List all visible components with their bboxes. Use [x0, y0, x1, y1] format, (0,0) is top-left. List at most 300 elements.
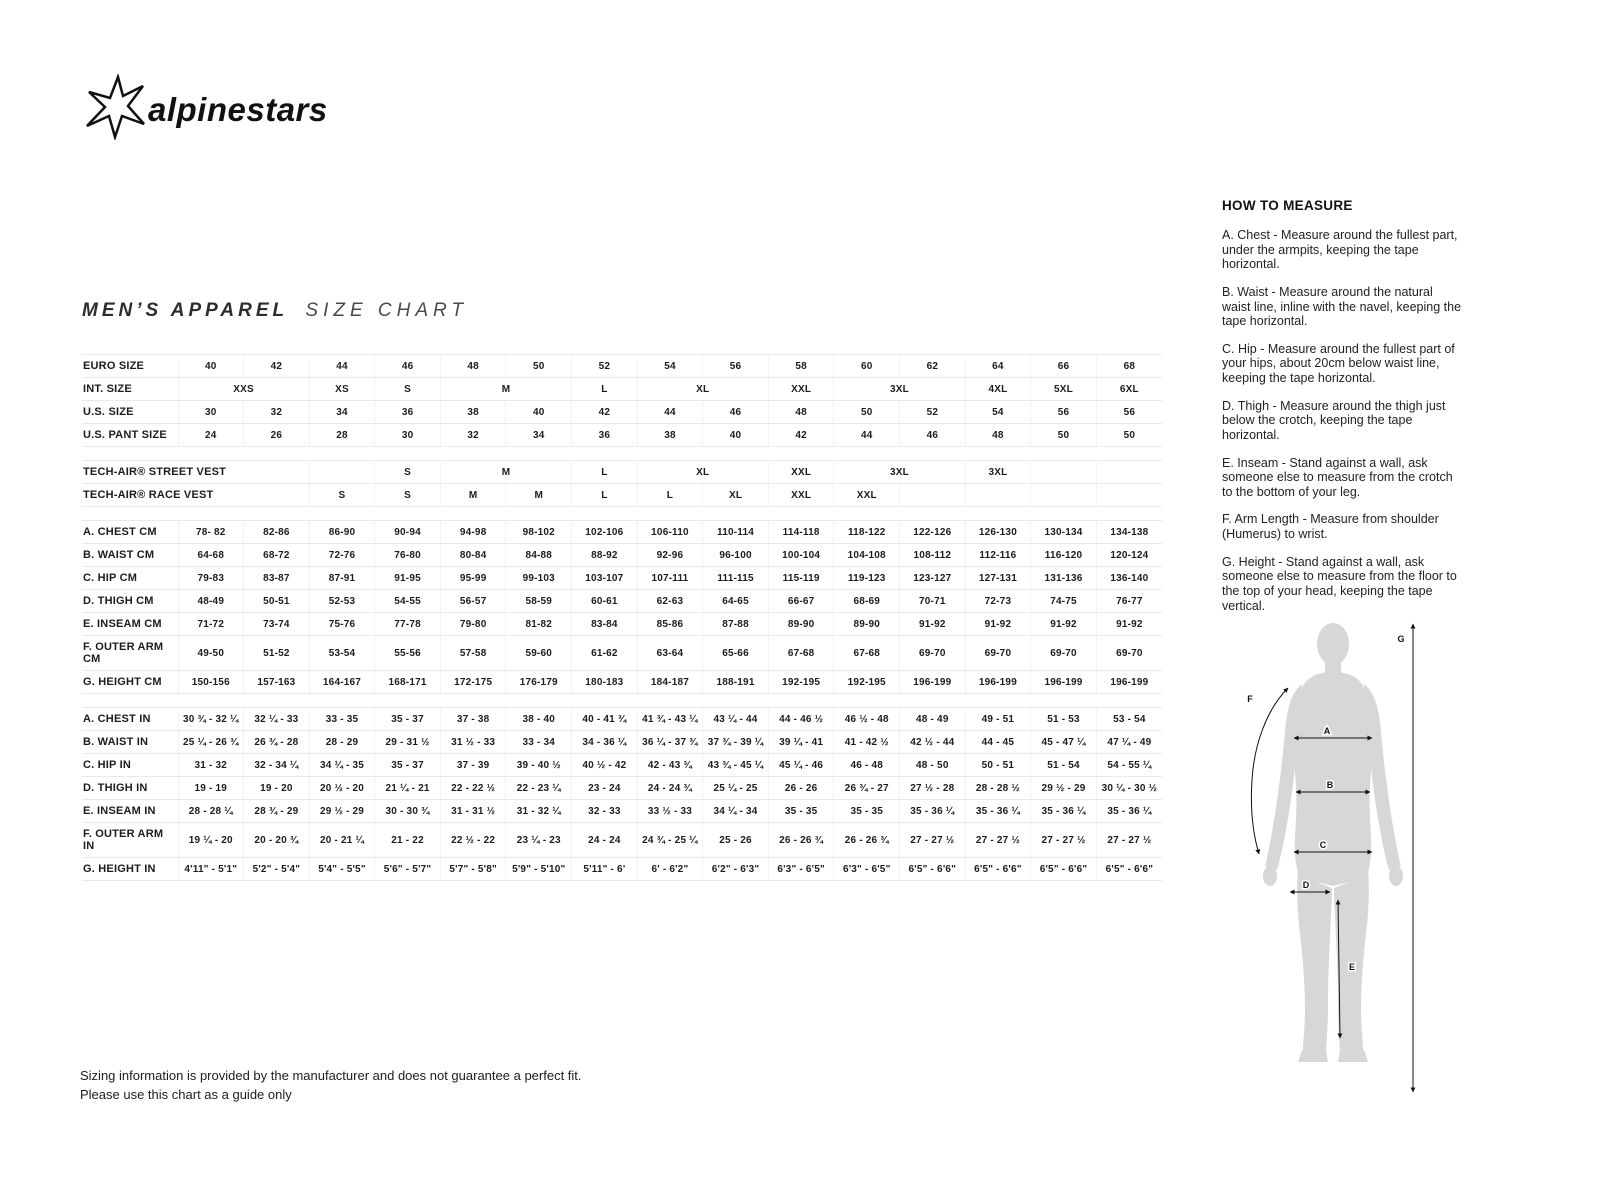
- size-cell: XXL: [834, 484, 900, 507]
- row-label: U.S. PANT SIZE: [82, 424, 178, 447]
- size-cell: 69-70: [965, 636, 1031, 671]
- size-cell: 22 ½ - 22: [440, 823, 506, 858]
- size-cell: 87-88: [703, 613, 769, 636]
- size-cell: 64-65: [703, 590, 769, 613]
- size-cell: 64: [965, 355, 1031, 378]
- size-cell: 102-106: [572, 521, 638, 544]
- size-cell: [965, 484, 1031, 507]
- label-hip: C: [1319, 840, 1327, 850]
- size-cell: 35 - 36 ¼: [900, 800, 966, 823]
- size-cell: 73-74: [244, 613, 310, 636]
- size-cell: 150-156: [178, 671, 244, 694]
- size-cell: 80-84: [440, 544, 506, 567]
- size-cell: 36: [375, 401, 441, 424]
- size-cell: 35 - 36 ¼: [1096, 800, 1162, 823]
- size-cell: 47 ¼ - 49: [1096, 731, 1162, 754]
- table-section-gap: [82, 447, 1162, 461]
- size-cell: 50: [506, 355, 572, 378]
- size-cell: 48: [965, 424, 1031, 447]
- title-main: MEN’S APPAREL: [82, 300, 289, 321]
- size-cell: 119-123: [834, 567, 900, 590]
- size-cell: 123-127: [900, 567, 966, 590]
- size-cell: 30 - 30 ¾: [375, 800, 441, 823]
- size-cell: 192-195: [768, 671, 834, 694]
- size-cell: 89-90: [834, 613, 900, 636]
- size-cell: 66: [1031, 355, 1097, 378]
- alpinestars-star-icon: [87, 77, 144, 137]
- size-cell: 50: [1031, 424, 1097, 447]
- disclaimer-line-1: Sizing information is provided by the manufacturer and does not guarantee a perfect fit.: [80, 1068, 582, 1083]
- row-label: A. CHEST CM: [82, 521, 178, 544]
- size-cell: 48 - 49: [900, 708, 966, 731]
- size-cell: 39 - 40 ½: [506, 754, 572, 777]
- size-cell: 157-163: [244, 671, 310, 694]
- label-waist: B: [1326, 780, 1334, 790]
- size-cell: 28 - 29: [309, 731, 375, 754]
- size-cell: 95-99: [440, 567, 506, 590]
- size-cell: 54 - 55 ¼: [1096, 754, 1162, 777]
- size-cell: 26 - 26 ¾: [834, 823, 900, 858]
- table-row: [82, 636, 1162, 671]
- size-cell: 82-86: [244, 521, 310, 544]
- size-cell: 46 ½ - 48: [834, 708, 900, 731]
- size-cell: 79-83: [178, 567, 244, 590]
- table-row: [82, 858, 1162, 881]
- size-cell: 52: [900, 401, 966, 424]
- size-cell: 33 - 34: [506, 731, 572, 754]
- size-cell: 53 - 54: [1096, 708, 1162, 731]
- table-row: [82, 800, 1162, 823]
- size-cell: 44: [637, 401, 703, 424]
- size-cell: 27 ½ - 28: [900, 777, 966, 800]
- size-cell: [900, 484, 966, 507]
- row-label: B. WAIST IN: [82, 731, 178, 754]
- size-cell: 3XL: [834, 378, 965, 401]
- alpinestars-logo: [84, 74, 364, 140]
- size-cell: 3XL: [834, 461, 965, 484]
- size-cell: 26 ¾ - 28: [244, 731, 310, 754]
- size-cell: L: [572, 484, 638, 507]
- size-cell: 40: [703, 424, 769, 447]
- size-cell: 35 - 35: [768, 800, 834, 823]
- size-cell: 96-100: [703, 544, 769, 567]
- page-title: [82, 300, 468, 322]
- size-cell: 6XL: [1096, 378, 1162, 401]
- size-cell: 28 - 28 ¼: [178, 800, 244, 823]
- size-cell: 62-63: [637, 590, 703, 613]
- size-cell: 30: [375, 424, 441, 447]
- size-cell: 34: [506, 424, 572, 447]
- size-cell: 6' - 6'2": [637, 858, 703, 881]
- size-cell: 58: [768, 355, 834, 378]
- size-cell: 31 - 32: [178, 754, 244, 777]
- body-measurement-diagram: [1232, 614, 1422, 1099]
- size-cell: 89-90: [768, 613, 834, 636]
- size-cell: 103-107: [572, 567, 638, 590]
- label-chest: A: [1323, 726, 1331, 736]
- table-row: [82, 355, 1162, 378]
- size-cell: 74-75: [1031, 590, 1097, 613]
- size-cell: 27 - 27 ½: [965, 823, 1031, 858]
- size-cell: 56: [703, 355, 769, 378]
- size-cell: 67-68: [768, 636, 834, 671]
- size-cell: 53-54: [309, 636, 375, 671]
- row-label: TECH-AIR® STREET VEST: [82, 461, 309, 484]
- row-label: D. THIGH IN: [82, 777, 178, 800]
- size-cell: 48 - 50: [900, 754, 966, 777]
- size-cell: 35 - 36 ¼: [965, 800, 1031, 823]
- size-cell: 38: [440, 401, 506, 424]
- size-cell: 42 - 43 ¾: [637, 754, 703, 777]
- size-cell: 81-82: [506, 613, 572, 636]
- size-cell: 40: [506, 401, 572, 424]
- size-cell: 115-119: [768, 567, 834, 590]
- size-cell: 41 - 42 ½: [834, 731, 900, 754]
- size-cell: 112-116: [965, 544, 1031, 567]
- size-cell: XL: [637, 461, 768, 484]
- size-cell: 67-68: [834, 636, 900, 671]
- label-arm: F: [1247, 694, 1253, 704]
- size-cell: 19 ¼ - 20: [178, 823, 244, 858]
- size-cell: 85-86: [637, 613, 703, 636]
- table-row: [82, 777, 1162, 800]
- size-cell: 196-199: [1096, 671, 1162, 694]
- size-cell: 40 - 41 ¾: [572, 708, 638, 731]
- size-cell: 79-80: [440, 613, 506, 636]
- size-cell: 58-59: [506, 590, 572, 613]
- size-cell: 56: [1096, 401, 1162, 424]
- size-cell: 42: [768, 424, 834, 447]
- size-cell: 60-61: [572, 590, 638, 613]
- size-cell: XL: [637, 378, 768, 401]
- size-cell: 77-78: [375, 613, 441, 636]
- size-cell: 42: [572, 401, 638, 424]
- size-cell: 72-76: [309, 544, 375, 567]
- size-cell: 32 ¼ - 33: [244, 708, 310, 731]
- alpinestars-wordmark: alpinestars: [148, 91, 328, 128]
- size-cell: S: [309, 484, 375, 507]
- size-cell: 180-183: [572, 671, 638, 694]
- size-cell: 22 - 23 ¼: [506, 777, 572, 800]
- size-cell: 33 - 35: [309, 708, 375, 731]
- size-cell: [1031, 484, 1097, 507]
- size-cell: S: [375, 378, 441, 401]
- size-cell: 68-72: [244, 544, 310, 567]
- how-to-measure-panel: [1222, 198, 1462, 626]
- size-cell: 76-80: [375, 544, 441, 567]
- measure-item-inseam: E. Inseam - Stand against a wall, ask someone else to measure from the crotch to the bottom of your leg.: [1222, 455, 1453, 499]
- size-cell: 5'7" - 5'8": [440, 858, 506, 881]
- size-cell: 196-199: [1031, 671, 1097, 694]
- size-cell: [309, 461, 375, 484]
- table-row: [82, 401, 1162, 424]
- size-cell: 91-92: [965, 613, 1031, 636]
- size-cell: 27 - 27 ½: [900, 823, 966, 858]
- size-cell: 107-111: [637, 567, 703, 590]
- size-cell: 34 ¼ - 35: [309, 754, 375, 777]
- measure-item-arm: F. Arm Length - Measure from shoulder (Humerus) to wrist.: [1222, 512, 1439, 541]
- how-to-measure-heading: HOW TO MEASURE: [1222, 198, 1353, 213]
- row-label: A. CHEST IN: [82, 708, 178, 731]
- size-cell: 25 ¼ - 26 ¾: [178, 731, 244, 754]
- size-cell: 136-140: [1096, 567, 1162, 590]
- size-cell: 35 - 36 ¼: [1031, 800, 1097, 823]
- size-cell: 29 - 31 ½: [375, 731, 441, 754]
- size-cell: 78- 82: [178, 521, 244, 544]
- size-cell: 75-76: [309, 613, 375, 636]
- size-cell: 43 ¾ - 45 ¼: [703, 754, 769, 777]
- measure-item-height: G. Height - Stand against a wall, ask someone else to measure from the floor to the top of your head, keeping the tape vertical.: [1222, 554, 1457, 613]
- size-cell: M: [506, 484, 572, 507]
- size-cell: 30: [178, 401, 244, 424]
- size-cell: 59-60: [506, 636, 572, 671]
- size-cell: L: [637, 484, 703, 507]
- size-cell: 39 ¼ - 41: [768, 731, 834, 754]
- size-cell: 6'5" - 6'6": [900, 858, 966, 881]
- size-cell: 114-118: [768, 521, 834, 544]
- table-row: [82, 708, 1162, 731]
- size-cell: 27 - 27 ½: [1096, 823, 1162, 858]
- size-cell: 35 - 37: [375, 708, 441, 731]
- size-cell: 120-124: [1096, 544, 1162, 567]
- size-cell: 106-110: [637, 521, 703, 544]
- size-cell: 19 - 19: [178, 777, 244, 800]
- size-cell: 192-195: [834, 671, 900, 694]
- size-cell: 20 - 21 ¼: [309, 823, 375, 858]
- size-cell: 62: [900, 355, 966, 378]
- size-cell: 88-92: [572, 544, 638, 567]
- size-cell: 4'11" - 5'1": [178, 858, 244, 881]
- size-cell: XXL: [768, 378, 834, 401]
- size-cell: 5'11" - 6': [572, 858, 638, 881]
- size-cell: 68: [1096, 355, 1162, 378]
- size-cell: 54: [637, 355, 703, 378]
- size-cell: 46 - 48: [834, 754, 900, 777]
- table-section-gap: [82, 507, 1162, 521]
- size-cell: 38: [637, 424, 703, 447]
- size-cell: 49 - 51: [965, 708, 1031, 731]
- size-cell: 22 - 22 ½: [440, 777, 506, 800]
- size-cell: XL: [703, 484, 769, 507]
- label-inseam: E: [1348, 962, 1356, 972]
- label-thigh: D: [1302, 880, 1310, 890]
- size-cell: XXL: [768, 461, 834, 484]
- size-cell: 100-104: [768, 544, 834, 567]
- size-cell: 43 ¼ - 44: [703, 708, 769, 731]
- size-cell: 30 ¼ - 30 ½: [1096, 777, 1162, 800]
- size-cell: 23 - 24: [572, 777, 638, 800]
- size-cell: 42: [244, 355, 310, 378]
- row-label: U.S. SIZE: [82, 401, 178, 424]
- size-cell: 116-120: [1031, 544, 1097, 567]
- size-cell: 29 ½ - 29: [309, 800, 375, 823]
- size-table: [82, 354, 1162, 881]
- size-cell: 44 - 46 ½: [768, 708, 834, 731]
- size-cell: 61-62: [572, 636, 638, 671]
- size-cell: 50: [834, 401, 900, 424]
- size-cell: M: [440, 484, 506, 507]
- size-cell: S: [375, 461, 441, 484]
- size-cell: 24: [178, 424, 244, 447]
- size-cell: 134-138: [1096, 521, 1162, 544]
- size-cell: 46: [900, 424, 966, 447]
- size-cell: 35 - 37: [375, 754, 441, 777]
- size-cell: 31 ½ - 33: [440, 731, 506, 754]
- size-cell: 99-103: [506, 567, 572, 590]
- row-label: E. INSEAM CM: [82, 613, 178, 636]
- size-cell: 5'2" - 5'4": [244, 858, 310, 881]
- size-cell: 6'2" - 6'3": [703, 858, 769, 881]
- row-label: F. OUTER ARM IN: [82, 823, 178, 858]
- human-silhouette: [1263, 623, 1403, 1062]
- size-cell: L: [572, 378, 638, 401]
- size-cell: 46: [375, 355, 441, 378]
- size-cell: 44: [834, 424, 900, 447]
- size-cell: [1096, 461, 1162, 484]
- size-cell: 6'5" - 6'6": [965, 858, 1031, 881]
- size-cell: 30 ¾ - 32 ¼: [178, 708, 244, 731]
- table-row: [82, 613, 1162, 636]
- measure-item-chest: A. Chest - Measure around the fullest part, under the armpits, keeping the tape horizontal.: [1222, 228, 1458, 272]
- row-label: D. THIGH CM: [82, 590, 178, 613]
- size-cell: 94-98: [440, 521, 506, 544]
- size-cell: 168-171: [375, 671, 441, 694]
- size-cell: 66-67: [768, 590, 834, 613]
- row-label: E. INSEAM IN: [82, 800, 178, 823]
- size-cell: 41 ¾ - 43 ¼: [637, 708, 703, 731]
- size-cell: 24 ¾ - 25 ¼: [637, 823, 703, 858]
- size-cell: 6'5" - 6'6": [1096, 858, 1162, 881]
- table-row: [82, 521, 1162, 544]
- size-cell: 4XL: [965, 378, 1031, 401]
- size-cell: 6'3" - 6'5": [768, 858, 834, 881]
- size-cell: 172-175: [440, 671, 506, 694]
- row-label: INT. SIZE: [82, 378, 178, 401]
- size-cell: 27 - 27 ½: [1031, 823, 1097, 858]
- label-height: G: [1397, 634, 1405, 644]
- size-cell: 44: [309, 355, 375, 378]
- size-cell: 111-115: [703, 567, 769, 590]
- table-row: [82, 567, 1162, 590]
- size-cell: 32: [440, 424, 506, 447]
- size-cell: 26 - 26 ¾: [768, 823, 834, 858]
- size-cell: 188-191: [703, 671, 769, 694]
- size-cell: 32 - 34 ¼: [244, 754, 310, 777]
- size-cell: 5'6" - 5'7": [375, 858, 441, 881]
- size-cell: 69-70: [1031, 636, 1097, 671]
- size-cell: 20 - 20 ¾: [244, 823, 310, 858]
- size-cell: S: [375, 484, 441, 507]
- size-cell: 76-77: [1096, 590, 1162, 613]
- title-sub: SIZE CHART: [305, 300, 469, 321]
- size-cell: 69-70: [1096, 636, 1162, 671]
- table-row: [82, 671, 1162, 694]
- row-label: F. OUTER ARM CM: [82, 636, 178, 671]
- size-cell: 60: [834, 355, 900, 378]
- size-cell: [1031, 461, 1097, 484]
- size-cell: 34 ¼ - 34: [703, 800, 769, 823]
- table-row: [82, 424, 1162, 447]
- size-cell: 108-112: [900, 544, 966, 567]
- size-cell: 126-130: [965, 521, 1031, 544]
- size-cell: 36: [572, 424, 638, 447]
- disclaimer-line-2: Please use this chart as a guide only: [80, 1087, 292, 1102]
- table-row: [82, 590, 1162, 613]
- size-cell: 52-53: [309, 590, 375, 613]
- size-cell: 50: [1096, 424, 1162, 447]
- size-cell: 69-70: [900, 636, 966, 671]
- measure-item-thigh: D. Thigh - Measure around the thigh just below the crotch, keeping the tape horizontal.: [1222, 398, 1446, 442]
- row-label: C. HIP CM: [82, 567, 178, 590]
- table-row: [82, 544, 1162, 567]
- size-cell: 57-58: [440, 636, 506, 671]
- size-cell: 26 - 26: [768, 777, 834, 800]
- table-row: [82, 461, 1162, 484]
- size-cell: 98-102: [506, 521, 572, 544]
- size-cell: 3XL: [965, 461, 1031, 484]
- size-cell: 31 - 32 ¼: [506, 800, 572, 823]
- size-cell: 26 ¾ - 27: [834, 777, 900, 800]
- size-cell: 28: [309, 424, 375, 447]
- disclaimer: [80, 1068, 582, 1106]
- table-row: [82, 484, 1162, 507]
- size-cell: 68-69: [834, 590, 900, 613]
- row-label: G. HEIGHT CM: [82, 671, 178, 694]
- size-cell: 56: [1031, 401, 1097, 424]
- size-cell: 92-96: [637, 544, 703, 567]
- size-cell: 26: [244, 424, 310, 447]
- size-cell: 5XL: [1031, 378, 1097, 401]
- size-cell: 31 - 31 ½: [440, 800, 506, 823]
- size-cell: XS: [309, 378, 375, 401]
- size-cell: 20 ½ - 20: [309, 777, 375, 800]
- measure-item-hip: C. Hip - Measure around the fullest part of your hips, about 20cm below waist line, keeping the tape horizontal.: [1222, 341, 1455, 385]
- size-cell: 54-55: [375, 590, 441, 613]
- size-cell: 24 - 24: [572, 823, 638, 858]
- size-cell: 32: [244, 401, 310, 424]
- size-cell: 21 ¼ - 21: [375, 777, 441, 800]
- size-cell: 118-122: [834, 521, 900, 544]
- size-cell: 25 ¼ - 25: [703, 777, 769, 800]
- size-cell: 35 - 35: [834, 800, 900, 823]
- row-label: C. HIP IN: [82, 754, 178, 777]
- size-cell: 24 - 24 ¾: [637, 777, 703, 800]
- size-cell: 51-52: [244, 636, 310, 671]
- size-cell: 83-87: [244, 567, 310, 590]
- size-cell: 176-179: [506, 671, 572, 694]
- size-cell: 5'4" - 5'5": [309, 858, 375, 881]
- size-cell: 91-92: [1031, 613, 1097, 636]
- size-cell: 50 - 51: [965, 754, 1031, 777]
- table-row: [82, 754, 1162, 777]
- size-cell: 33 ½ - 33: [637, 800, 703, 823]
- size-cell: M: [440, 378, 571, 401]
- row-label: EURO SIZE: [82, 355, 178, 378]
- size-cell: 37 - 39: [440, 754, 506, 777]
- size-cell: 63-64: [637, 636, 703, 671]
- size-cell: 196-199: [900, 671, 966, 694]
- size-cell: 54: [965, 401, 1031, 424]
- table-section-gap: [82, 694, 1162, 708]
- size-cell: 44 - 45: [965, 731, 1031, 754]
- size-cell: 45 ¼ - 46: [768, 754, 834, 777]
- size-cell: 122-126: [900, 521, 966, 544]
- size-cell: 46: [703, 401, 769, 424]
- size-cell: 51 - 54: [1031, 754, 1097, 777]
- size-cell: 48: [768, 401, 834, 424]
- size-cell: 48: [440, 355, 506, 378]
- size-cell: 19 - 20: [244, 777, 310, 800]
